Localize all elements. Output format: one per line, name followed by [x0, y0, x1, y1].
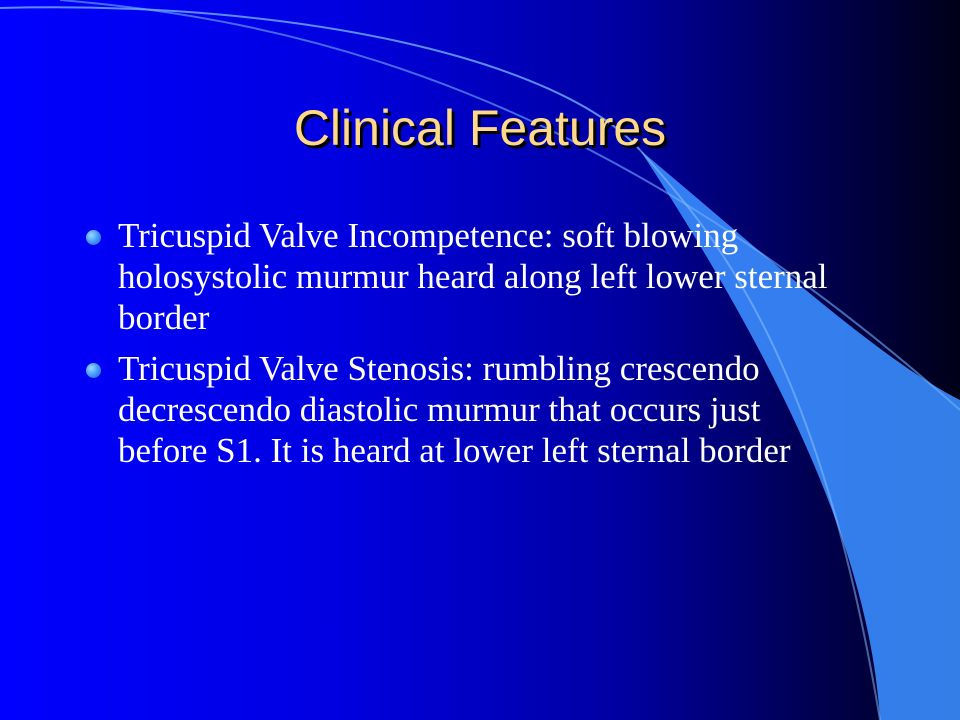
bullet-icon	[86, 230, 101, 245]
bullet-item	[86, 348, 846, 471]
bullet-text: Tricuspid Valve Incompetence: soft blowing holosystolic murmur heard along left lower sternal border	[118, 216, 828, 337]
bullet-list	[86, 215, 846, 481]
bullet-item	[86, 215, 846, 338]
bullet-text: Tricuspid Valve Stenosis: rumbling crescendo decrescendo diastolic murmur that occurs just before S1. It is heard at lower left sternal border	[118, 349, 791, 470]
bullet-icon	[86, 363, 101, 378]
slide-title: Clinical Features	[293, 100, 667, 156]
